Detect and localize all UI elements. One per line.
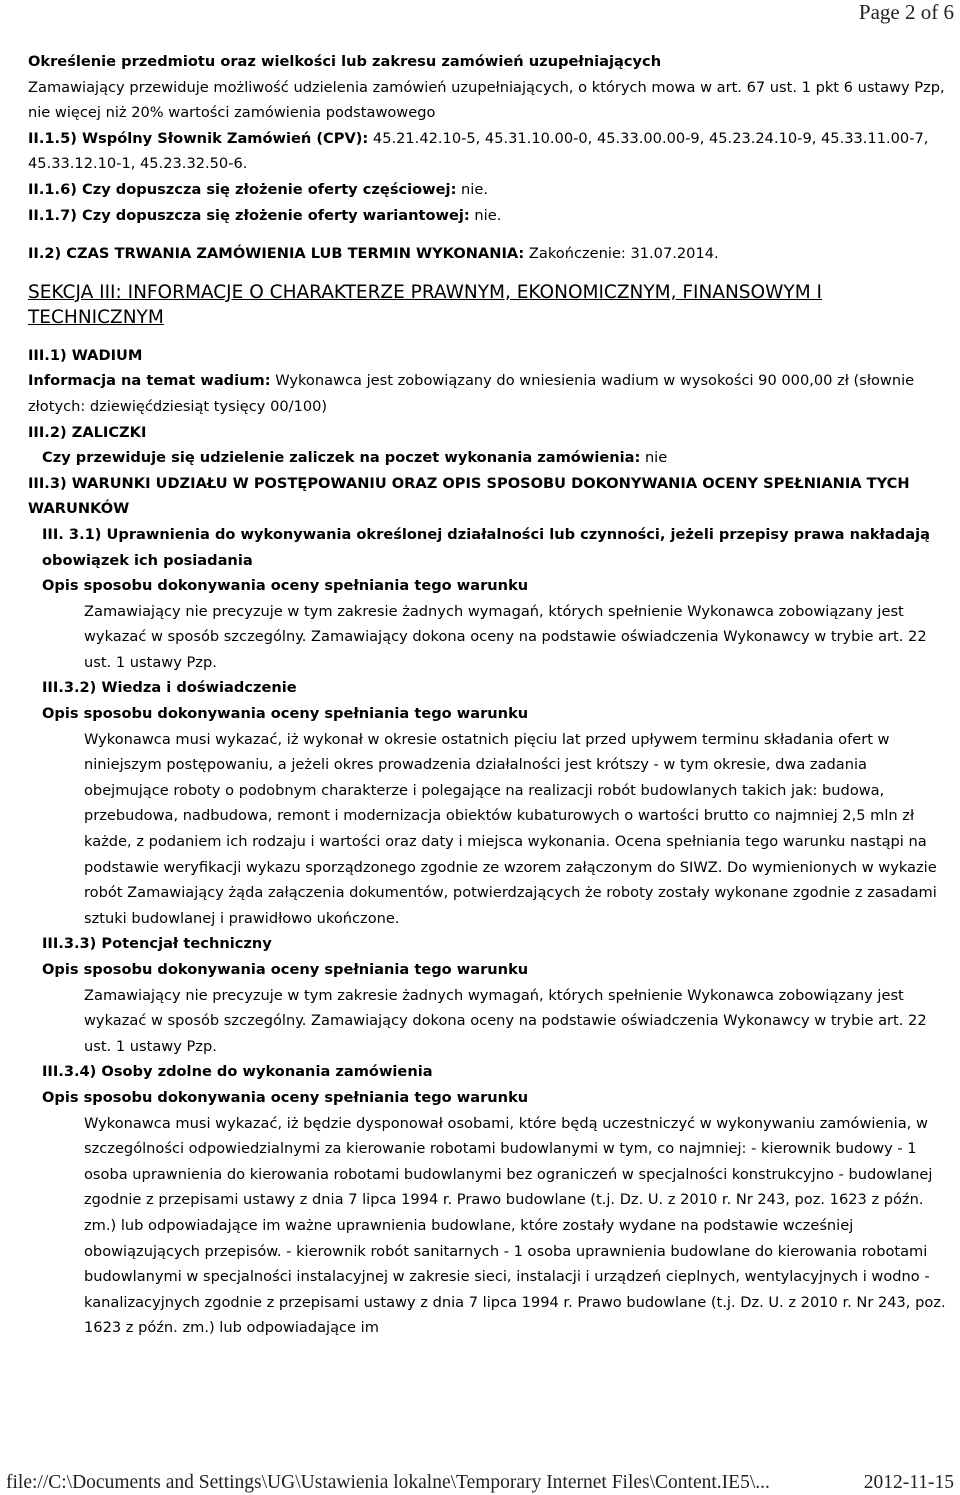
wadium-label: Informacja na temat wadium:: [28, 372, 271, 390]
cpv-line: [28, 126, 952, 177]
wiedza-text: Wykonawca musi wykazać, iż wykonał w okresie ostatnich pięciu lat przed upływem terminu składania ofert w niniejszym postępowaniu, a jeżeli okres prowadzenia działalności jest krótszy - w tym okresie, dwa zadania obejmujące roboty o podobnym charakterze i polegające na realizacji robót budowlanych takich jak: budowa, przebudowa, nadbudowa, remont i modernizacja obiektów kubaturowych o wartości brutto co najmniej 2,5 mln zł każde, z podaniem ich rodzaju i wartości oraz daty i miejsca wykonania. Ocena spełniania tego warunku nastąpi na podstawie weryfikacji wykazu sporządzonego zgodnie ze wzorem załączonym do SIWZ. Do wymienionych w wykazie robót Zamawiający żąda załączenia dokumentów, potwierdzających że roboty zostały wykonane zgodnie z zasadami sztuki budowlanej i prawidłowo ukończone.: [84, 730, 937, 927]
print-footer: [6, 1471, 954, 1495]
uprawnienia-opis-label: Opis sposobu dokonywania oceny spełniania tego warunku: [42, 577, 529, 595]
variant-offer-value: nie.: [474, 206, 502, 224]
uprawnienia-text: Zamawiający nie precyzuje w tym zakresie żadnych wymagań, których spełnienie Wykonawca zobowiązany jest wykazać w sposób szczególny. Zamawiający dokona oceny na podstawie oświadczenia Wykonawcy w trybie art. 22 ust. 1 ustawy Pzp.: [84, 602, 927, 671]
duration-line: [28, 241, 952, 267]
cpv-label: II.1.5) Wspólny Słownik Zamówień (CPV):: [28, 129, 369, 147]
osoby-opis-label: Opis sposobu dokonywania oceny spełniania tego warunku: [42, 1088, 529, 1106]
zaliczki-value: nie: [644, 449, 668, 467]
uprawnienia-heading: III. 3.1) Uprawnienia do wykonywania określonej działalności lub czynności, jeżeli przepisy prawa nakładają obowiązek ich posiadania: [42, 525, 930, 569]
footer-date: 2012-11-15: [863, 1472, 954, 1493]
warunki-heading: III.3) WARUNKI UDZIAŁU W POSTĘPOWANIU ORAZ OPIS SPOSOBU DOKONYWANIA OCENY SPEŁNIANIA TYCH WARUNKÓW: [28, 474, 910, 518]
wadium-line: [28, 368, 952, 419]
section-3-title: SEKCJA III: INFORMACJE O CHARAKTERZE PRAWNYM, EKONOMICZNYM, FINANSOWYM I TECHNICZNYM: [28, 281, 823, 328]
potencjal-text: Zamawiający nie precyzuje w tym zakresie żadnych wymagań, których spełnienie Wykonawca zobowiązany jest wykazać w sposób szczególny. Zamawiający dokona oceny na podstawie oświadczenia Wykonawcy w trybie art. 22 ust. 1 ustawy Pzp.: [84, 986, 927, 1055]
partial-offer-line: [28, 177, 952, 203]
variant-offer-label: II.1.7) Czy dopuszcza się złożenie oferty wariantowej:: [28, 206, 470, 224]
wadium-text: Wykonawca jest zobowiązany do wniesienia wadium w wysokości 90 000,00 zł (słownie złotych: dziewięćdziesiąt tysięcy 00/100): [28, 372, 915, 415]
osoby-heading: III.3.4) Osoby zdolne do wykonania zamówienia: [42, 1063, 433, 1081]
potencjal-opis-label: Opis sposobu dokonywania oceny spełniania tego warunku: [42, 961, 529, 978]
duration-value: Zakończenie: 31.07.2014.: [528, 245, 719, 263]
document-content: [28, 49, 952, 1341]
zaliczki-line: [28, 445, 952, 471]
supplementary-orders-text: Zamawiający przewiduje możliwość udzielenia zamówień uzupełniających, o których mowa w art. 67 ust. 1 pkt 6 ustawy Pzp, nie więcej niż 20% wartości zamówienia podstawowego: [28, 78, 945, 122]
wiedza-opis-label: Opis sposobu dokonywania oceny spełniania tego warunku: [42, 705, 529, 723]
partial-offer-value: nie.: [461, 180, 488, 198]
wiedza-heading: III.3.2) Wiedza i doświadczenie: [42, 679, 297, 697]
wadium-heading: III.1) WADIUM: [28, 346, 143, 364]
cpv-value: 45.21.42.10-5, 45.31.10.00-0, 45.33.00.00-9, 45.23.24.10-9, 45.33.11.00-7, 45.33.12.10-1, 45.23.32.50-6.: [28, 129, 929, 173]
zaliczki-heading: III.2) ZALICZKI: [28, 423, 147, 441]
duration-label: II.2) CZAS TRWANIA ZAMÓWIENIA LUB TERMIN WYKONANIA:: [28, 245, 525, 263]
zaliczki-label: Czy przewiduje się udzielenie zaliczek na poczet wykonania zamówienia:: [42, 449, 641, 467]
supplementary-orders-heading: Określenie przedmiotu oraz wielkości lub zakresu zamówień uzupełniających: [28, 53, 662, 70]
page-number: Page 2 of 6: [858, 0, 954, 24]
osoby-text: Wykonawca musi wykazać, iż będzie dysponował osobami, które będą uczestniczyć w wykonywaniu zamówienia, w szczególności odpowiedzialnymi za kierowanie robotami budowlanymi w tym, co najmniej: - kierownik budowy - 1 osoba uprawnienia do kierowania robotami budowlanymi bez ograniczeń w specjalności konstrukcyjno - budowlanej zgodnie z przepisami ustawy z dnia 7 lipca 1994 r. Prawo budowlane (t.j. Dz. U. z 2010 r. Nr 243, poz. 1623 z późn. zm.) lub odpowiadające im ważne uprawnienia budowlane, które zostały wydane na podstawie wcześniej obowiązujących przepisów. - kierownik robót sanitarnych - 1 osoba uprawnienia budowlane do kierowania robotami budowlanymi w specjalności instalacyjnej w zakresie sieci, instalacji i urządzeń cieplnych, wentylacyjnych i wodno - kanalizacyjnych zgodnie z przepisami ustawy z dnia 7 lipca 1994 r. Prawo budowlane (t.j. Dz. U. z 2010 r. Nr 243, poz. 1623 z późn. zm.) lub odpowiadające im: [84, 1114, 946, 1337]
footer-path: file://C:\Documents and Settings\UG\Ustawienia lokalne\Temporary Internet Files\Content.IE5\...: [6, 1472, 770, 1493]
partial-offer-label: II.1.6) Czy dopuszcza się złożenie oferty częściowej:: [28, 180, 457, 198]
variant-offer-line: [28, 203, 952, 229]
potencjal-heading: III.3.3) Potencjał techniczny: [42, 935, 272, 953]
